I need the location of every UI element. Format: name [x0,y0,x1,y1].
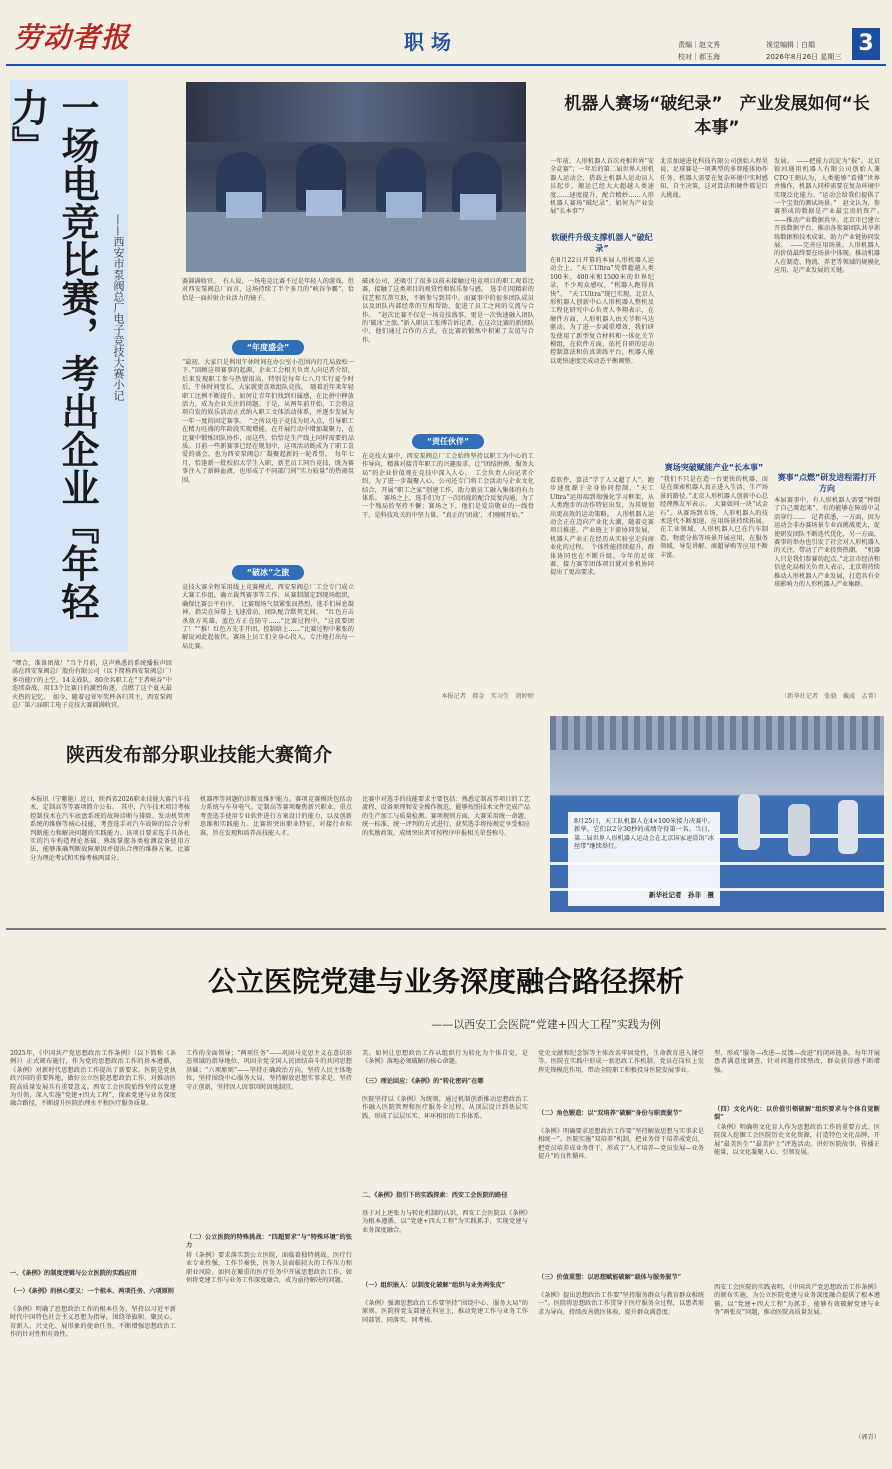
masthead [6,6,886,66]
hospital-col2-sub: （二）公立医院的特殊挑战：“四超要求”与“特殊环境”的张力 [186,1234,352,1250]
esports-col2-bot: 竞技大赛全程采用线上竞赛模式，西安泵阀总厂工会专门成立大赛工作组，确立裁判赛事等工作，从赛制制定到现场组织，确保比赛公平有序。 比赛现场气氛紧张而热烈，选手们屏息凝神，指尖在屏幕上飞速滑动，团队配合默契无间。 “红色方击杀敌方英雄，蓝色方正在防守……”比赛过程中，“这波要团了！”“推！红色方先手开团，控制给上……”比赛过程中紧张的解说词此起彼伏。赛场上员工们全身心投入，专注地打出每一局比赛。 [182,584,354,650]
esports-pill-annual: “年度盛会” [232,340,304,355]
issue-date: 2026年8月26日 星期三 [766,53,842,61]
robots-sub1: 软硬件升级支撑机器人“破纪录” [551,233,653,253]
robots-photo-caption-box [568,812,720,906]
hospital-subtitle: ——以西安工会医院“党建+四大工程”实践为例 [431,1018,661,1031]
hospital-col5-sub: （四）文化内化：以价值引领破解“组织要求与个体自觉断裂” [714,1106,880,1122]
article-skills [6,736,546,920]
hospital-author: （郭青） [855,1434,880,1441]
robots-col3 [774,158,887,714]
hospital-col4-sub: （二）角色锻造：以“双培养”破解“身份与职责脱节” [538,1110,683,1117]
robots-col1 [550,158,654,714]
page-number: 3 [852,28,880,60]
hospital-col4-b: 《条例》明确要求思想政治工作要“坚持解放思想与实事求是相统一”。医院实施“双培养”机制，把业务骨干培养成党员，把党员培养成业务骨干，形成了“人才培养—党员发展—业务提升”的良性循环。 [538,1128,704,1161]
esports-lead: “嘿合，准备团战！”当个月前，这声熟悉的系统播报声回荡在西安泵阀总厂股份有限公司（以下简称西安泵阀总厂）多功能厅的上空。14支战队、80余名职工在“王者峡谷”中连续奋战，用13个比赛日的激烈角逐，点燃了这个夏天最火热的记忆。 如今，随着冠亚军奖杯各归其主，西安泵阀总厂第六届职工电子竞技大赛圆满收官。 [12,660,172,710]
hospital-col3-sub3: （一）组织嵌入：以制度化破解“组织与业务两张皮” [362,1282,506,1289]
esports-byline: 本报记者 郝金 实习生 胡婷婷 [441,693,534,700]
hospital-col5-c: 西安工会医院的实践表明，《中国共产党思想政治工作条例》的颁布实施，为公立医院党建与业务深度融合提供了根本遵循。以“党建+四大工程”为抓手，能够有效破解党建与业务“两张皮”问题，推动医院高质量发展。 [714,1284,880,1317]
skills-col3: 比赛中对选手的技能要求主要包括：熟悉定制高等项目的工艺流程、设备原理和安全操作规范，能够按照技术文件完成产品的生产加工与质量检测。赛项规则方面，大赛采用统一命题、统一标准、统一评判的方式进行。获奖选手将按规定享受相应的奖励政策，成绩突出者可按程序申报相关荣誉称号。 [362,796,530,837]
robots-col1-b: 看软件，算法“学了人又超了人”。跑步速度源于全身协同控制，“天工Ultra”运用端到端强化学习框架，从人类跑步的动作特征出发，为其规划出更高效的运动策略。 人形机器人运动会正在迈向产业化大潮，随着竞赛项目推进、产业链上下游协同发展，机器人产业正在经历从实验室走向商业化的过程。 个体性能持续提升，群体协同也在不断升级。今年的足球赛、接力赛等团体项目就对多机协同提出了更高要求。 [550,477,654,577]
hospital-col3-sub2: 二、《条例》指引下的实践探索：西安工会医院的路径 [362,1192,508,1199]
hospital-headline: 公立医院党建与业务深度融合路径探析 [207,965,684,998]
skills-headline: 陕西发布部分职业技能大赛简介 [66,744,333,766]
hospital-col3-b: 医院坚持以《条例》为统领，通过机制创新推动思想政治工作融入医院管理和医疗服务全过程。从顶层设计到基层实践，形成了层层压实、环环相扣的工作体系。 [362,1096,528,1120]
robots-col1-top: 一年前，人形机器人首次亮相世界“安全竞赛”；一年后的第二届世界人形机器人运动会，搭载上机器人运动员人员起步，搬运已经大大超越人类速度……速度提升，配合精妙……人形机器人赛场“破纪录”，如何为产业发展“长本事”？ [550,158,654,216]
article-hospital [6,934,886,1464]
hospital-col1-a: 2025年，《中国共产党思想政治工作条例》（以下简称《条例》）正式颁布施行，作为党的思想政治工作的基本遵循，《条例》对新时代思想政治工作提出了新要求。医院是党执政兴国的重要阵地，做好公立医院思想政治工作，对推动医院高质量发展具有重要意义。西安工会医院始终坚持以党建为引领，深入实施“党建+四大工程”，探索党建与业务深度融合路径，不断提升医院治理水平和医疗服务质量。 [10,1050,176,1108]
esports-pill-partner: “责任伙伴” [412,434,484,449]
robots-col3-a: 本届赛事中，有人形机器人需要“摔倒了自己爬起来”，有的能够在障碍中灵活穿行…… 记者获悉，一方面，因为运动会非办赛场景专业而挑战更大，促使研发团队不断迭代优化，另一方面，赛事的举办也引发了社会对人形机器人的关注，带动了产业投资热潮。 “机器人只是我们参赛的起点。”北京市经济和信息化局相关负责人表示，北京将持续推动人形机器人产业发展，打造具有全球影响力的人形机器人产业集群。 [774,497,880,589]
section-title: 职 场 [404,30,451,54]
esports-subtitle: ——西安市泵阀总厂电子竞技大赛小记 [112,214,125,401]
hospital-col5-b: 《条例》明确将文化育人作为思想政治工作的重要方式。医院深入挖掘工会医院历史文化资源，打造特色文化品牌，开展“最美医生”“最美护士”评选活动，讲好医院故事，传播正能量，以文化凝聚人心、引领发展。 [714,1124,880,1157]
skills-col2: 机器理等问题的诊断及维护能力。赛项竞赛模块包括动力系统与车身电气。定制高等赛项聚焦新兴职业，重点考查选手使用专业软件进行方案设计的能力，以及创新思维和实践能力。比赛将突出职业特征，对接行业标准，旨在发现和培养高技能人才。 [200,796,352,837]
hospital-col4-a: 党史文献和纪念馆等主体改名牢固党性，生命教育进入课堂等。医院在实践中形成一套思政工作机制，党员在岗位上发挥先锋模范作用，带动全院职工积极投身医院发展事业。 [538,1050,704,1074]
robots-sub3: 赛事“点燃”研发进程需打开方向 [777,473,877,493]
hospital-col1-sub1b: （一）《条例》的核心要义：一个根本、两项任务、六项原则 [10,1288,174,1295]
visual-editor: 视觉编辑｜白娟 [766,41,815,49]
article-robots [546,74,886,914]
hospital-col4-sub2: （三）价值重塑：以思想赋能破解“载体与服务脱节” [538,1274,682,1281]
hospital-col1-sub1: 一、《条例》的制度逻辑与公立医院的实践应用 [10,1270,137,1277]
skills-col1: 本报讯（宁紫艳）近日，陕西省2026职业技能大赛汽车技术、定制高等等赛项简介公布。 其中，汽车技术项目考核控制技术在汽车底盘系统的故障诊断与排除、发动机管理系统的维修等核心技能，考查选手对汽车故障的综合分析判断能力和解决问题的实践能力。该项目要求选手具备扎实的汽车构造理论基础、熟练掌握各类检测设备使用方法，能够准确判断故障原因并提出合理的维修方案。比赛分为理论考试和实操考核两部分。 [30,796,190,862]
robots-caption: 8月25日，天工队机器人在4×100米接力决赛中。新华，它们以2分30秒的成绩夺得第一名。当日，第二届世界人形机器人运动会在北京国家速滑馆“冰丝带”继续举行。 [574,818,714,851]
hospital-col1-b: 《条例》明确了思想政治工作的根本任务，坚持以习近平新时代中国特色社会主义思想为指导，围绕举旗帜、聚民心、育新人、兴文化、展形象的使命任务，不断增强思想政治工作的针对性和有效性。 [10,1306,176,1339]
hospital-col3-a: 美。如何让思想政治工作从组织行为转化为个体自觉，是《条例》落地必须破解的核心命题。 [362,1050,528,1066]
hospital-col1 [10,1050,176,1460]
hospital-col4 [538,1050,704,1460]
esports-col2-mid: “最初，大家只是利用午休时间在办公室小范围内打几局放松一下。”回顾这项赛事的起源，企业工会相关负责人向记者介绍，后来发现职工参与热情很高，特别是每年七八月实行夏令时后，午休时间变长，大家就更喜欢组队竞技。 随着近年来年轻职工比例不断提升，如何让青年们找到归属感，在比拼中释放活力，成为企业关注的问题。于是，从两年前开始，工会将这项自发的娱乐活动正式纳入职工文体活动体系，并逐步发展为一年一度的固定赛事。 “之所以电子竞技为切入点，引导职工在精力旺盛的年龄段实现增能，在开展行动中增加凝聚力，在比赛中锻炼团队协作，而这些，恰恰是生产线上同样需要的品质。目前一些新赛事已经在规划中，这项活动既成为了职工喜爱的盛会，也为西安泵阀总厂凝聚起新的一轮希望。 每年七月，恰逢新一批校招大学生入职，新老员工同台竞技，既为赛事注入了新鲜血液，也形成了不同部门间“实力较量”的热闹氛围。 [182,359,354,484]
robots-photo-credit: 新华社记者 孙非 摄 [649,891,714,899]
robots-col3-top: 发展。 ——把能力沉淀为“报”。北京银河通用机器人有限公司创始人兼CTO王鹤认为，人类能够“看懂”世界并操作，机器人同样需要在复杂环境中实现泛化能力。“运动会给我们提供了一个宝贵的测试场景。” 赵文认为，参赛形成的数据是产业最宝贵的资产。 ——推动产业数据共享。北京市已建立开放数据平台，推动各参赛团队共享训练数据和技术成果，助力产业链协同发展。 ——完善应用场景。人形机器人的价值最终要在场景中体现。推动机器人在制造、物流、养老等领域的规模化应用，是产业发展的关键。 [774,158,887,275]
hospital-col3-c: 基于对上述张力与转化机制的认识，西安工会医院以《条例》为根本遵循，以“党建+四大工程”为实践抓手，实现党建与业务深度融合。 [362,1210,528,1234]
masthead-rule [6,64,886,66]
robots-col2-a: “我们不只是在造一台更快的机器，而是在探索机器人真正进入生活、生产场景的路径。”北京人形机器人创新中心总经理熊友军表示。 大赛如同一块“试金石”。从赛场到市场，人形机器人的技术迭代不断加速，应用场景持续拓展。在工业领域，人形机器人已在汽车制造、物流分拣等场景开展应用，在服务领域，导览讲解、商超导购等应用不断丰富。 [660,476,768,559]
esports-col2-top: 赛圆满收官。 有人说，一场电竞比赛不过是年轻人的游戏，但对西安泵阀总厂而言，这场持续了半个多月的“峡谷争霸”，恰恰是一面折射企业活力的镜子。 [182,278,354,302]
esports-photo [186,82,526,272]
esports-pill-icebreak: “破冰”之旅 [232,565,304,580]
hospital-col3-sub: （三）理论回应：《条例》的“转化密码”在哪 [362,1078,484,1085]
robots-headline: 机器人赛场“破纪录” 产业发展如何“长本事” [564,94,870,138]
hospital-col5-a: 型，形成“服务—改进—反馈—改进”的闭环链条。每年开展患者满意度调查，针对问题持续整改，群众获得感不断增强。 [714,1050,880,1074]
article-esports [6,74,546,734]
esports-col3-mid: 在竞技大赛中，西安泵阀总厂工会始终坚持以职工为中心的工作导向，精准对接青年职工的兴趣需求，让“团结拼搏，服务大局”的企业价值观在竞技中深入人心。 工会负责人向记者介绍，为了进一步凝聚人心，公司还专门将工会活动与企业文化结合，开展“职工之家”创建工作，助力新员工融入集体的有力体系。 赛场之上，选手们为了一次团战的配合反复沟通，为了一个残局的坚持不懈；赛场之下，他们是爱岗敬业的一线骨干，是科技攻关的中坚力量。“真正的‘团战’，才刚刚开始。” [362,453,534,519]
hospital-col3-d: 《条例》强调思想政治工作要坚持“围绕中心、服务大局”的原则。医院将党支部建在科室上，推动党建工作与业务工作同部署、同落实、同考核。 [362,1300,528,1324]
hospital-col4-c: 《条例》提出思想政治工作要“坚持服务群众与教育群众相统一”。医院将思想政治工作贯穿于医疗服务全过程，以患者需求为导向，持续改善就医体验，提升群众满意度。 [538,1292,704,1316]
proofread: 校对｜郝玉海 [678,53,720,61]
robots-byline: （新华社记者 张骁 戴威 孟菁） [781,693,880,700]
robots-col2-top: 北京加速进化科技有限公司创始人程昊说，足球赛是一项典型的多智能体协作任务。机器人需要在复杂环境中实时感知、自主决策，这对算法和硬件都是巨大挑战。 [660,158,768,199]
robots-col1-a: 在8月22日开幕的本届人形机器人运动会上，“天工Ultra”凭借超越人类100米、400米和1500米的世界纪录，不少观众感叹，“机器人跑得真快”。 “天工Ultra”现已实现，北京人形机器人创新中心人形机器人整机及工程化研究中心负责人李翔表示，在硬件方面，人形机器人由关节和马达驱动。为了进一步减重增效，我们研发使用了新型复合材料和一体化关节模组，在软件方面，依托自研的运动控制算法和仿真训练平台，机器人能以更快速度完成动态平衡调整。 [550,257,654,365]
esports-col3-top: 破冰公司，还吸引了很多以前未接触过电竞项目的职工观看比赛，接触了这类项目的观赏性和娱乐参与感。 选手们用精彩的技艺和互帮互助，不断参与到其中。而赛事中的很多团队成员以及团队内部经常的互相帮助，促进了员工之间的交流与合作。 “赵次比赛不仅是一场竞技盛事，更是一次快速融入团队的‘破冰’之旅。”新入职员工张博告诉记者，在这次比赛的新团队中，他们通过合作的方式，在比赛的锻炼中积累了友谊与合作。 [362,278,534,344]
esports-headline: 一场电竞比赛，考出企业『年轻力』 [5,88,99,620]
hospital-col2-a: 工作的全面领导；“两项任务”——巩固马克思主义在意识形态领域的指导地位，巩固全党全国人民团结奋斗的共同思想基础；“六项原则”——坚持正确政治方向，坚持人民主体地位，坚持围绕中心服务大局，坚持解放思想实事求是，坚持守正创新，坚持因人因事因时因地制宜。 [186,1050,352,1091]
robots-col2 [660,158,768,714]
hospital-col2 [186,1050,352,1460]
newspaper-logo: 劳动者报 [14,21,131,54]
hospital-col3 [362,1050,528,1460]
esports-col3 [362,278,534,732]
robots-photo [550,716,884,912]
section-divider [6,928,886,930]
hospital-col5 [714,1050,880,1460]
robots-sub2: 赛场突破赋能产业“长本事” [664,463,764,472]
esports-col2 [182,278,354,732]
duty-editor: 责编｜赵文秀 [678,41,720,49]
hospital-col2-b: 将《条例》要求落实到公立医院，面临着独特挑战。医疗行业专业性强，工作节奏快，医务人员面临较大的工作压力和职业风险。如何在繁重的医疗任务中开展思想政治工作，如何将党建工作与业务工作深度融合，成为亟待解决的问题。 [186,1252,352,1285]
